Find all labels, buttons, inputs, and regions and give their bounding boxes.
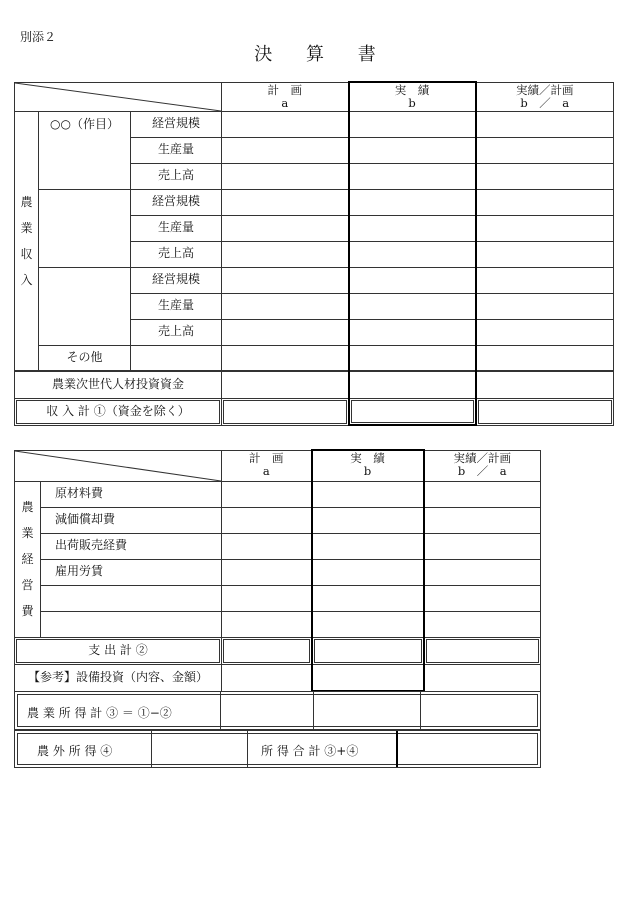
input-cell[interactable] <box>424 533 541 559</box>
row-label-equipment-investment: 【参考】設備投資（内容、金額） <box>15 664 222 691</box>
divider <box>151 731 152 767</box>
row-label-income-total: 収 入 計 ①（資金を除く） <box>15 398 222 425</box>
input-cell[interactable] <box>476 163 614 189</box>
divider <box>220 692 221 729</box>
input-cell[interactable] <box>349 163 476 189</box>
row-label-scale: 経営規模 <box>131 111 222 137</box>
input-cell[interactable] <box>222 371 349 398</box>
input-cell[interactable] <box>349 345 476 371</box>
input-cell[interactable] <box>349 241 476 267</box>
input-cell[interactable] <box>476 137 614 163</box>
input-cell[interactable] <box>312 559 424 585</box>
divider <box>313 692 314 729</box>
input-cell[interactable] <box>312 664 424 691</box>
input-cell[interactable] <box>222 481 312 507</box>
row-label-other: その他 <box>39 345 131 371</box>
income-header-plan: 計 画 a <box>222 82 349 111</box>
input-cell[interactable] <box>312 637 424 664</box>
input-cell[interactable] <box>424 664 541 691</box>
farm-expense-side-label: 農 業 経 営 費 <box>15 481 41 637</box>
expense-item-depreciation: 減価償却費 <box>41 507 222 533</box>
divider <box>420 692 421 729</box>
expense-item-blank-2[interactable] <box>41 611 222 637</box>
expense-header-diagonal-cell <box>15 450 222 481</box>
non-farm-income-label: 農 外 所 得 ④ <box>37 744 113 758</box>
input-cell[interactable] <box>222 215 349 241</box>
input-cell[interactable] <box>349 189 476 215</box>
input-cell[interactable] <box>222 319 349 345</box>
input-cell[interactable] <box>222 559 312 585</box>
input-cell[interactable] <box>476 398 614 425</box>
crop-label-1: ○○（作目） <box>39 111 131 189</box>
crop-label-2[interactable] <box>39 189 131 267</box>
input-cell[interactable] <box>424 507 541 533</box>
expense-item-shipping: 出荷販売経費 <box>41 533 222 559</box>
row-label-production: 生産量 <box>131 293 222 319</box>
farm-income-box <box>14 691 541 730</box>
farm-income-side-label: 農 業 収 入 <box>15 111 39 371</box>
row-label-subsidy: 農業次世代人材投資資金 <box>15 371 222 398</box>
row-label-scale: 経営規模 <box>131 267 222 293</box>
input-cell[interactable] <box>222 267 349 293</box>
input-cell[interactable] <box>476 111 614 137</box>
input-cell[interactable] <box>312 533 424 559</box>
crop-label-3[interactable] <box>39 267 131 345</box>
input-cell[interactable] <box>312 585 424 611</box>
input-cell[interactable] <box>222 398 349 425</box>
input-cell[interactable] <box>349 267 476 293</box>
input-cell[interactable] <box>476 319 614 345</box>
input-cell[interactable] <box>424 481 541 507</box>
farm-income-label: 農 業 所 得 計 ③ ＝ ①−② <box>27 706 172 720</box>
input-cell[interactable] <box>222 293 349 319</box>
input-cell[interactable] <box>349 398 476 425</box>
row-label-sales: 売上高 <box>131 241 222 267</box>
income-header-actual: 実 績 b <box>349 82 476 111</box>
input-cell[interactable] <box>222 345 349 371</box>
row-label-production: 生産量 <box>131 215 222 241</box>
input-cell[interactable] <box>476 293 614 319</box>
expense-item-labor: 雇用労賃 <box>41 559 222 585</box>
row-label-scale: 経営規模 <box>131 189 222 215</box>
row-label-sales: 売上高 <box>131 163 222 189</box>
row-label-expense-total: 支 出 計 ② <box>15 637 222 664</box>
expense-header-plan: 計 画 a <box>222 450 312 481</box>
expense-header-actual: 実 績 b <box>312 450 424 481</box>
grand-total-label: 所 得 合 計 ③+④ <box>261 744 359 758</box>
expense-table <box>14 449 541 692</box>
input-cell[interactable] <box>222 241 349 267</box>
input-cell[interactable] <box>222 664 312 691</box>
input-cell[interactable] <box>222 111 349 137</box>
attachment-label: 別添２ <box>20 30 57 44</box>
input-cell[interactable] <box>222 137 349 163</box>
row-label-production: 生産量 <box>131 137 222 163</box>
input-cell[interactable] <box>349 111 476 137</box>
input-cell[interactable] <box>476 189 614 215</box>
input-cell[interactable] <box>222 163 349 189</box>
input-cell[interactable] <box>222 637 312 664</box>
input-cell[interactable] <box>424 611 541 637</box>
input-cell[interactable] <box>424 585 541 611</box>
input-cell[interactable] <box>349 371 476 398</box>
input-cell[interactable] <box>349 293 476 319</box>
income-table <box>14 81 614 426</box>
input-cell[interactable] <box>131 345 222 371</box>
expense-header-ratio: 実績／計画 b ／ a <box>424 450 541 481</box>
input-cell[interactable] <box>222 533 312 559</box>
divider <box>396 731 398 767</box>
input-cell[interactable] <box>349 137 476 163</box>
income-header-ratio: 実績／計画 b ／ a <box>476 82 614 111</box>
income-header-diagonal-cell <box>15 82 222 111</box>
input-cell[interactable] <box>222 585 312 611</box>
divider <box>247 731 248 767</box>
input-cell[interactable] <box>222 611 312 637</box>
input-cell[interactable] <box>424 637 541 664</box>
input-cell[interactable] <box>476 345 614 371</box>
input-cell[interactable] <box>312 611 424 637</box>
row-label-sales: 売上高 <box>131 319 222 345</box>
total-income-box <box>14 730 541 768</box>
input-cell[interactable] <box>476 215 614 241</box>
input-cell[interactable] <box>222 189 349 215</box>
input-cell[interactable] <box>222 507 312 533</box>
input-cell[interactable] <box>312 507 424 533</box>
expense-item-materials: 原材料費 <box>41 481 222 507</box>
input-cell[interactable] <box>312 481 424 507</box>
input-cell[interactable] <box>476 267 614 293</box>
document-title: 決 算 書 <box>254 44 390 65</box>
expense-item-blank-1[interactable] <box>41 585 222 611</box>
input-cell[interactable] <box>476 371 614 398</box>
input-cell[interactable] <box>476 241 614 267</box>
input-cell[interactable] <box>424 559 541 585</box>
input-cell[interactable] <box>349 319 476 345</box>
input-cell[interactable] <box>349 215 476 241</box>
